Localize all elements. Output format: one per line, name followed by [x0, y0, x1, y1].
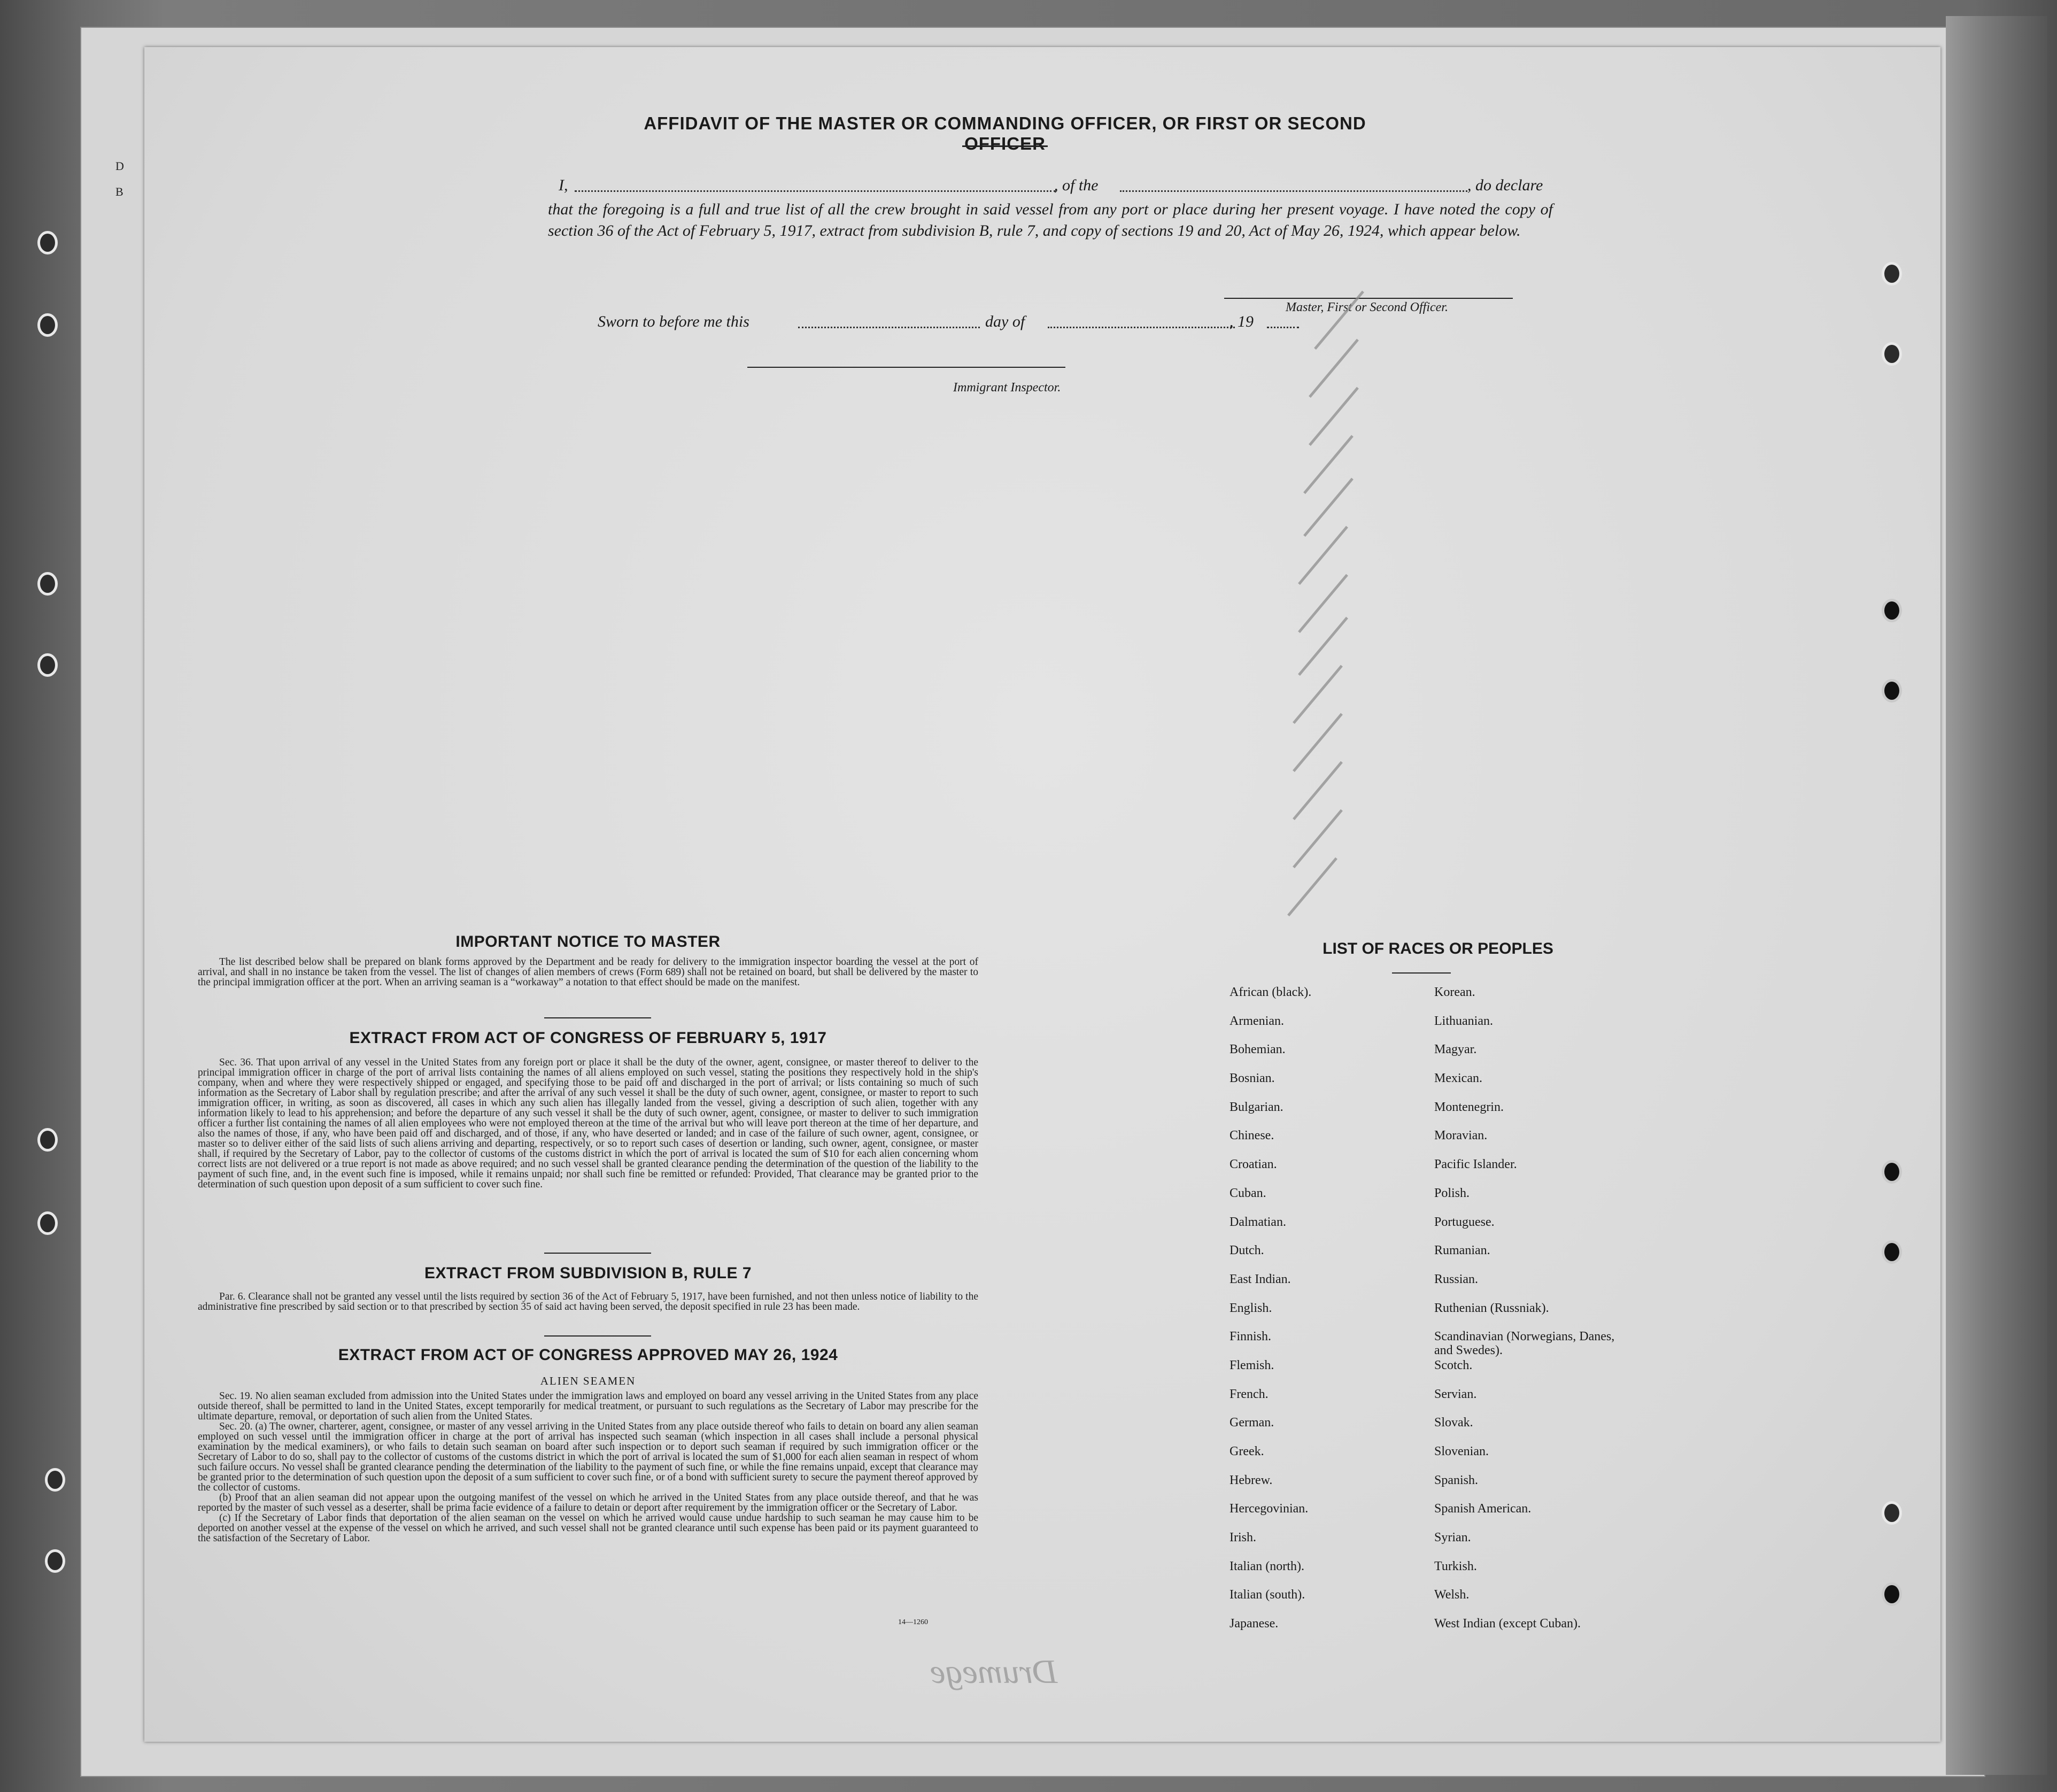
- race-item: Hercegovinian.: [1229, 1502, 1309, 1516]
- affidavit-declare: , do declare: [1467, 176, 1543, 194]
- binder-hole: [1882, 599, 1902, 622]
- race-item: Pacific Islander.: [1434, 1157, 1517, 1172]
- race-item: Armenian.: [1229, 1014, 1284, 1028]
- inspector-signature-line[interactable]: [747, 367, 1065, 368]
- binder-hole: [1882, 342, 1902, 366]
- race-item: Portuguese.: [1434, 1215, 1495, 1229]
- race-item: Dalmatian.: [1229, 1215, 1286, 1229]
- sec-20b-text: (b) Proof that an alien seaman did not appear upon the outgoing manifest of the vessel on which he arrived in the United States from any place outside thereof, and that he was reported by the master of such vessel as a deserter, shall be prima facie evidence of a failure to detain or deport after requirement by the immigration officer or the Secretary of Labor.: [198, 1492, 978, 1513]
- race-item: Slovenian.: [1434, 1445, 1489, 1458]
- race-item: Servian.: [1434, 1387, 1477, 1401]
- notice-title: IMPORTANT NOTICE TO MASTER: [455, 933, 721, 951]
- race-item: French.: [1229, 1387, 1269, 1401]
- race-item: Greek.: [1229, 1445, 1264, 1458]
- race-item: Syrian.: [1434, 1531, 1471, 1545]
- race-item: Italian (south).: [1229, 1588, 1305, 1602]
- race-item: Montenegrin.: [1434, 1100, 1504, 1114]
- races-title: LIST OF RACES OR PEOPLES: [1323, 940, 1553, 957]
- binder-hole: [37, 1211, 58, 1235]
- affidavit-title: AFFIDAVIT OF THE MASTER OR COMMANDING OFFICER, OR FIRST OR SECOND OFFICER: [644, 113, 1366, 153]
- extract-1917-body: [198, 1057, 978, 1189]
- title-rule: [962, 145, 1048, 147]
- race-item: Ruthenian (Russniak).: [1434, 1301, 1549, 1315]
- race-item: Finnish.: [1229, 1330, 1272, 1344]
- race-item: German.: [1229, 1416, 1274, 1430]
- section-rule: [544, 1017, 651, 1018]
- race-item: Dutch.: [1229, 1243, 1264, 1258]
- race-item: Welsh.: [1434, 1588, 1470, 1602]
- race-item: Scandinavian (Norwegians, Danes, and Swedes).: [1434, 1330, 1615, 1358]
- race-item: Spanish American.: [1434, 1502, 1532, 1516]
- binder-hole: [37, 313, 58, 337]
- race-item: African (black).: [1229, 985, 1312, 999]
- binder-hole: [37, 231, 58, 254]
- binder-edge: [1946, 16, 2047, 1775]
- sec-20c-text: (c) If the Secretary of Labor finds that deportation of the alien seaman on the vessel on which he arrived would cause undue hardship to such seaman he may cause him to be deported on another vessel at the expense of the vessel on which he arrived, and such vessel shall not be granted clearance until such expense has been paid or its payment guaranteed to the satisfaction of the Secretary of Labor.: [198, 1512, 978, 1544]
- master-signature-label: Master, First or Second Officer.: [1286, 300, 1448, 314]
- notice-body: [198, 957, 978, 987]
- race-item: Magyar.: [1434, 1042, 1477, 1057]
- binder-hole: [1882, 679, 1902, 702]
- race-item: Italian (north).: [1229, 1559, 1304, 1573]
- extract-1924-body: [198, 1391, 978, 1543]
- binder-hole: [1882, 1240, 1902, 1264]
- sworn-text: Sworn to before me this: [598, 313, 749, 330]
- races-right-column: [1434, 985, 1627, 1646]
- binder-hole: [1882, 262, 1902, 285]
- race-item: West Indian (except Cuban).: [1434, 1617, 1581, 1631]
- race-item: Chinese.: [1229, 1129, 1274, 1143]
- race-item: Scotch.: [1434, 1358, 1473, 1372]
- name-blank[interactable]: [575, 190, 1056, 192]
- race-item: Moravian.: [1434, 1129, 1488, 1143]
- sworn-year-blank[interactable]: [1267, 327, 1299, 328]
- race-item: Flemish.: [1229, 1358, 1274, 1372]
- affidavit-body: that the foregoing is a full and true list of all the crew brought in said vessel from any port or place during her present voyage. I have noted the copy of section 36 of the Act of February 5, 1917, extract from subdivision B, rule 7, and copy of sections 19 and 20, Act of May 26, 1924, which appear below.: [548, 200, 1553, 240]
- alien-seamen-subtitle: ALIEN SEAMEN: [540, 1374, 636, 1387]
- race-item: Russian.: [1434, 1272, 1479, 1286]
- section-rule: [544, 1253, 651, 1254]
- extract-rule7-body: [198, 1292, 978, 1312]
- race-item: Bulgarian.: [1229, 1100, 1283, 1114]
- binder-hole: [37, 653, 58, 677]
- affidavit-of-the: , of the: [1054, 176, 1099, 194]
- edge-fragment: B: [115, 185, 123, 198]
- day-of-text: day of: [985, 313, 1025, 330]
- race-item: Bosnian.: [1229, 1071, 1275, 1086]
- sec-36-text: Sec. 36. That upon arrival of any vessel in the United States from any foreign port or place it shall be the duty of the owner, agent, consignee, or master thereof to deliver to the principal immigration officer in charge of the port of arrival lists containing the names of all aliens employed on such vessel, stating the positions they respectively hold in the ship's company, when and where they were respectively shipped or engaged, and specifying those to be paid off and discharged in the port of arrival; or lists containing so much of such information as the Secretary of Labor shall by regulation prescribe; and after the arrival of any such vessel it shall be the duty of such owner, agent, consignee, or master to report to such immigration officer, in writing, as soon as discovered, all cases in which any such alien has illegally landed from the vessel, giving a description of such alien, together with any information likely to lead to his apprehension; and before the departure of any such vessel it shall be the duty of such owner, agent, consignee, or master to deliver to such immigration officer a further list containing the names of all alien employees who were not employed thereon at the time of the arrival but who will leave port thereon at the time of her departure, and also the names of those, if any, who have been paid off and discharged, and of those, if any, who have deserted or landed; and in case of the failure of such owner, agent, consignee, or master so to deliver either of the said lists of such aliens arriving and departing, respectively, or so to report such cases of desertion or landing, such owner, agent, consignee, or master shall, if required by the Secretary of Labor, pay to the collector of customs of the customs district in which the port of arrival is located the sum of $10 for each alien concerning whom correct lists are not delivered or a true report is not made as above required; and no such vessel shall be granted clearance pending the determination of the question of the liability to the payment of such fine, and, in the event such fine is imposed, while it remains unpaid; nor shall such fine be remitted or refunded: Provided, That clearance may be granted prior to the determination of such question upon deposit of a sum sufficient to cover such fine.: [198, 1057, 978, 1190]
- vessel-blank[interactable]: [1120, 190, 1467, 192]
- race-item: Spanish.: [1434, 1473, 1479, 1487]
- notice-text: The list described below shall be prepared on blank forms approved by the Department and be ready for delivery to the immigration inspector boarding the vessel at the port of arrival, and shall in no instance be taken from the vessel. The list of changes of alien members of crews (Form 689) shall not be retained on board, but shall be delivered by the master to the principal immigration officer at the port. When an arriving seaman is a “workaway” a notation to that effect should be made on the manifest.: [198, 956, 978, 988]
- binder-hole: [1882, 1582, 1902, 1606]
- binder-hole: [45, 1468, 65, 1492]
- race-item: Rumanian.: [1434, 1243, 1490, 1258]
- races-left-column: [1229, 985, 1311, 1646]
- binder-hole: [37, 572, 58, 596]
- year-prefix: , 19: [1229, 313, 1254, 330]
- race-item: East Indian.: [1229, 1272, 1291, 1286]
- race-item: Korean.: [1434, 985, 1475, 999]
- section-rule: [544, 1335, 651, 1337]
- binder-hole: [1882, 1501, 1902, 1525]
- race-item: Slovak.: [1434, 1416, 1473, 1430]
- binder-hole: [1882, 1160, 1902, 1184]
- inspector-label: Immigrant Inspector.: [953, 381, 1061, 395]
- sworn-month-blank[interactable]: [1048, 327, 1235, 328]
- races-rule: [1392, 972, 1451, 974]
- race-item: Croatian.: [1229, 1157, 1277, 1172]
- sworn-day-blank[interactable]: [798, 327, 980, 328]
- master-signature-line[interactable]: [1224, 298, 1513, 299]
- sec-19-text: Sec. 19. No alien seaman excluded from admission into the United States under the immigration laws and employed on board any vessel arriving in the United States from any place outside thereof, shall be permitted to land in the United States, except temporarily for medical treatment, or pursuant to such regulations as the Secretary of Labor may prescribe for the ultimate departure, removal, or deportation of such alien from the United States.: [198, 1391, 978, 1422]
- extract-1917-title: EXTRACT FROM ACT OF CONGRESS OF FEBRUARY 5, 1917: [349, 1029, 827, 1047]
- race-item: Irish.: [1229, 1531, 1256, 1545]
- bleed-through-handwriting: Drumege: [930, 1652, 1058, 1690]
- race-item: English.: [1229, 1301, 1272, 1315]
- edge-fragment: D: [115, 159, 124, 173]
- extract-rule7-title: EXTRACT FROM SUBDIVISION B, RULE 7: [424, 1264, 752, 1282]
- race-item: Hebrew.: [1229, 1473, 1273, 1487]
- race-item: Bohemian.: [1229, 1042, 1286, 1057]
- affidavit-i: I,: [559, 176, 568, 194]
- race-item: Lithuanian.: [1434, 1014, 1493, 1028]
- binder-hole: [37, 1128, 58, 1152]
- par-6-text: Par. 6. Clearance shall not be granted any vessel until the lists required by section 36 of the Act of February 5, 1917, have been furnished, and not then unless notice of liability to the administrative fine prescribed by said section or to that prescribed by section 35 of said act having been served, the deposit specified in rule 23 has been made.: [198, 1291, 978, 1312]
- form-number: 14—1260: [898, 1618, 928, 1626]
- race-item: Japanese.: [1229, 1617, 1279, 1631]
- race-item: Turkish.: [1434, 1559, 1477, 1573]
- race-item: Mexican.: [1434, 1071, 1482, 1086]
- race-item: Cuban.: [1229, 1186, 1266, 1200]
- sec-20a-text: Sec. 20. (a) The owner, charterer, agent, consignee, or master of any vessel arriving in the United States from any place outside thereof who fails to detain on board any alien seaman employed on such vessel until the immigration officer in charge at the port of arrival has inspected such seaman (which inspection in all cases shall include a personal physical examination by the medical examiners), or who fails to detain such seaman on board after such inspection or to deport such seaman if required by such immigration officer or the Secretary of Labor to do so, shall pay to the collector of customs of the customs district in which the port of arrival is located the sum of $1,000 for each alien seaman in respect of whom such failure occurs. No vessel shall be granted clearance pending the determination of the liability to the payment of such fine, or while the fine remains unpaid, except that clearance may be granted prior to the determination of such question upon the deposit of a sum sufficient to cover such fine, or of a bond with sufficient surety to secure the payment thereof approved by the collector of customs.: [198, 1421, 978, 1493]
- binder-hole: [45, 1549, 65, 1573]
- race-item: Polish.: [1434, 1186, 1470, 1200]
- extract-1924-title: EXTRACT FROM ACT OF CONGRESS APPROVED MAY 26, 1924: [338, 1346, 838, 1364]
